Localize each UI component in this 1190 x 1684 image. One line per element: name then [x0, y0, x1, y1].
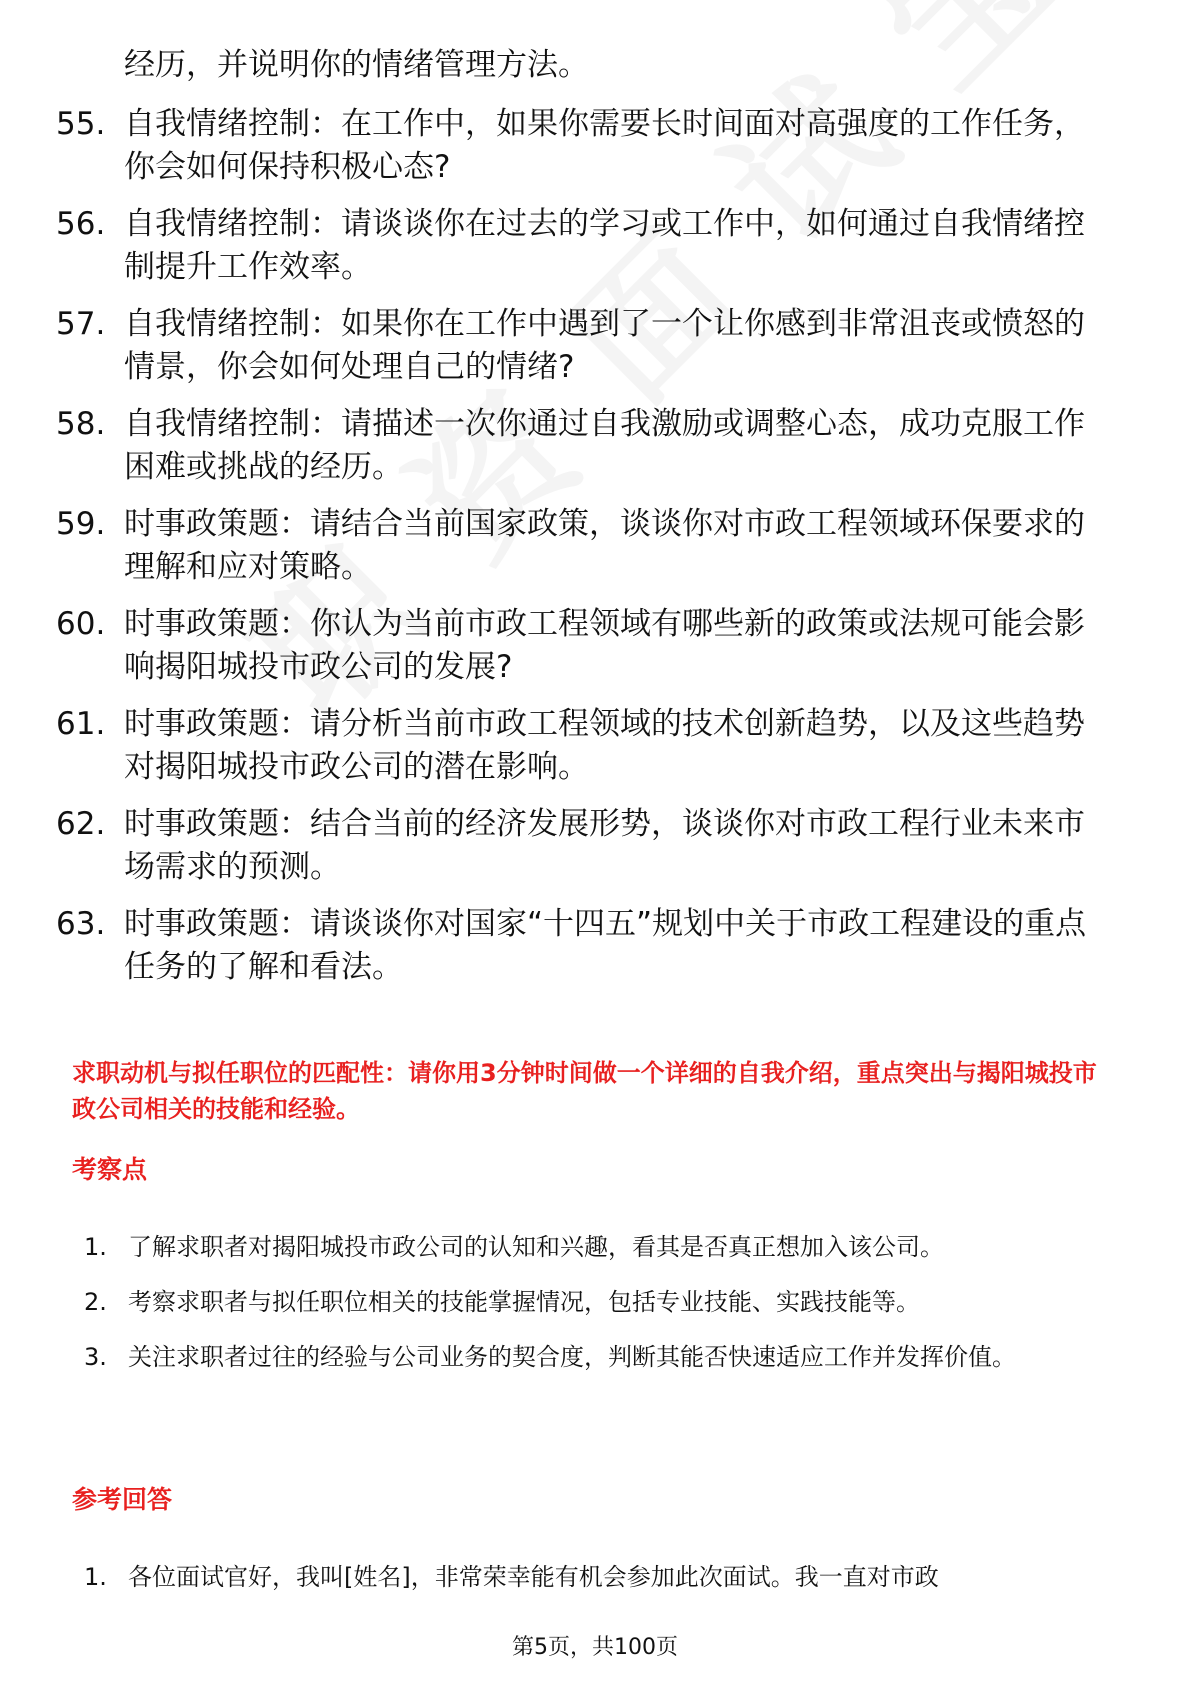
question-text: 时事政策题：请谈谈你对国家“十四五”规划中关于市政工程建设的重点任务的了解和看法。	[124, 906, 1087, 985]
question-number: 63.	[56, 906, 106, 942]
question-text: 自我情绪控制：如果你在工作中遇到了一个让你感到非常沮丧或愤怒的情景，你会如何处理自己的情绪?	[124, 306, 1085, 385]
question-number: 60.	[56, 606, 106, 642]
list-item-text: 关注求职者过往的经验与公司业务的契合度，判断其能否快速适应工作并发挥价值。	[128, 1343, 1016, 1371]
question-list	[56, 44, 1106, 1003]
question-text: 自我情绪控制：请描述一次你通过自我激励或调整心态，成功克服工作困难或挑战的经历。	[124, 406, 1085, 485]
question-continuation	[56, 44, 1106, 87]
question-number: 59.	[56, 506, 106, 542]
question-number: 61.	[56, 706, 106, 742]
list-item-text: 各位面试官好，我叫[姓名]，非常荣幸能有机会参加此次面试。我一直对市政	[128, 1563, 939, 1591]
list-item	[84, 1275, 1114, 1330]
kaochadian-list	[84, 1220, 1114, 1385]
list-item	[84, 1220, 1114, 1275]
list-item-number: 1.	[84, 1563, 107, 1591]
question-item	[56, 503, 1106, 589]
page-footer: 第5页，共100页	[512, 1635, 678, 1660]
question-text: 时事政策题：结合当前的经济发展形势，谈谈你对市政工程行业未来市场需求的预测。	[124, 806, 1085, 885]
question-item	[56, 903, 1106, 989]
continuation-text: 经历，并说明你的情绪管理方法。	[124, 47, 589, 83]
question-text: 自我情绪控制：请谈谈你在过去的学习或工作中，如何通过自我情绪控制提升工作效率。	[124, 206, 1085, 285]
list-item	[84, 1330, 1114, 1385]
question-item	[56, 403, 1106, 489]
question-item	[56, 703, 1106, 789]
question-item	[56, 303, 1106, 389]
section-title-kaochadian: 考察点	[72, 1155, 148, 1184]
question-item	[56, 103, 1106, 189]
list-item-text: 了解求职者对揭阳城投市政公司的认知和兴趣，看其是否真正想加入该公司。	[128, 1233, 944, 1261]
question-item	[56, 203, 1106, 289]
question-text: 自我情绪控制：在工作中，如果你需要长时间面对高强度的工作任务，你会如何保持积极心态?	[124, 106, 1085, 185]
list-item-number: 2.	[84, 1288, 107, 1316]
question-number: 56.	[56, 206, 106, 242]
question-number: 58.	[56, 406, 106, 442]
question-item	[56, 603, 1106, 689]
list-item-number: 3.	[84, 1343, 107, 1371]
section-title-cankao: 参考回答	[72, 1485, 173, 1514]
question-text: 时事政策题：请分析当前市政工程领域的技术创新趋势，以及这些趋势对揭阳城投市政公司的潜在影响。	[124, 706, 1085, 785]
question-number: 57.	[56, 306, 106, 342]
question-number: 55.	[56, 106, 106, 142]
question-item	[56, 803, 1106, 889]
list-item-number: 1.	[84, 1233, 107, 1261]
featured-question-heading: 求职动机与拟任职位的匹配性：请你用3分钟时间做一个详细的自我介绍，重点突出与揭阳城投市政公司相关的技能和经验。	[72, 1059, 1097, 1123]
list-item-text: 考察求职者与拟任职位相关的技能掌握情况，包括专业技能、实践技能等。	[128, 1288, 920, 1316]
cankao-list	[84, 1550, 1114, 1605]
question-number: 62.	[56, 806, 106, 842]
question-text: 时事政策题：你认为当前市政工程领域有哪些新的政策或法规可能会影响揭阳城投市政公司的发展?	[124, 606, 1085, 685]
list-item	[84, 1550, 1114, 1605]
question-text: 时事政策题：请结合当前国家政策，谈谈你对市政工程领域环保要求的理解和应对策略。	[124, 506, 1085, 585]
